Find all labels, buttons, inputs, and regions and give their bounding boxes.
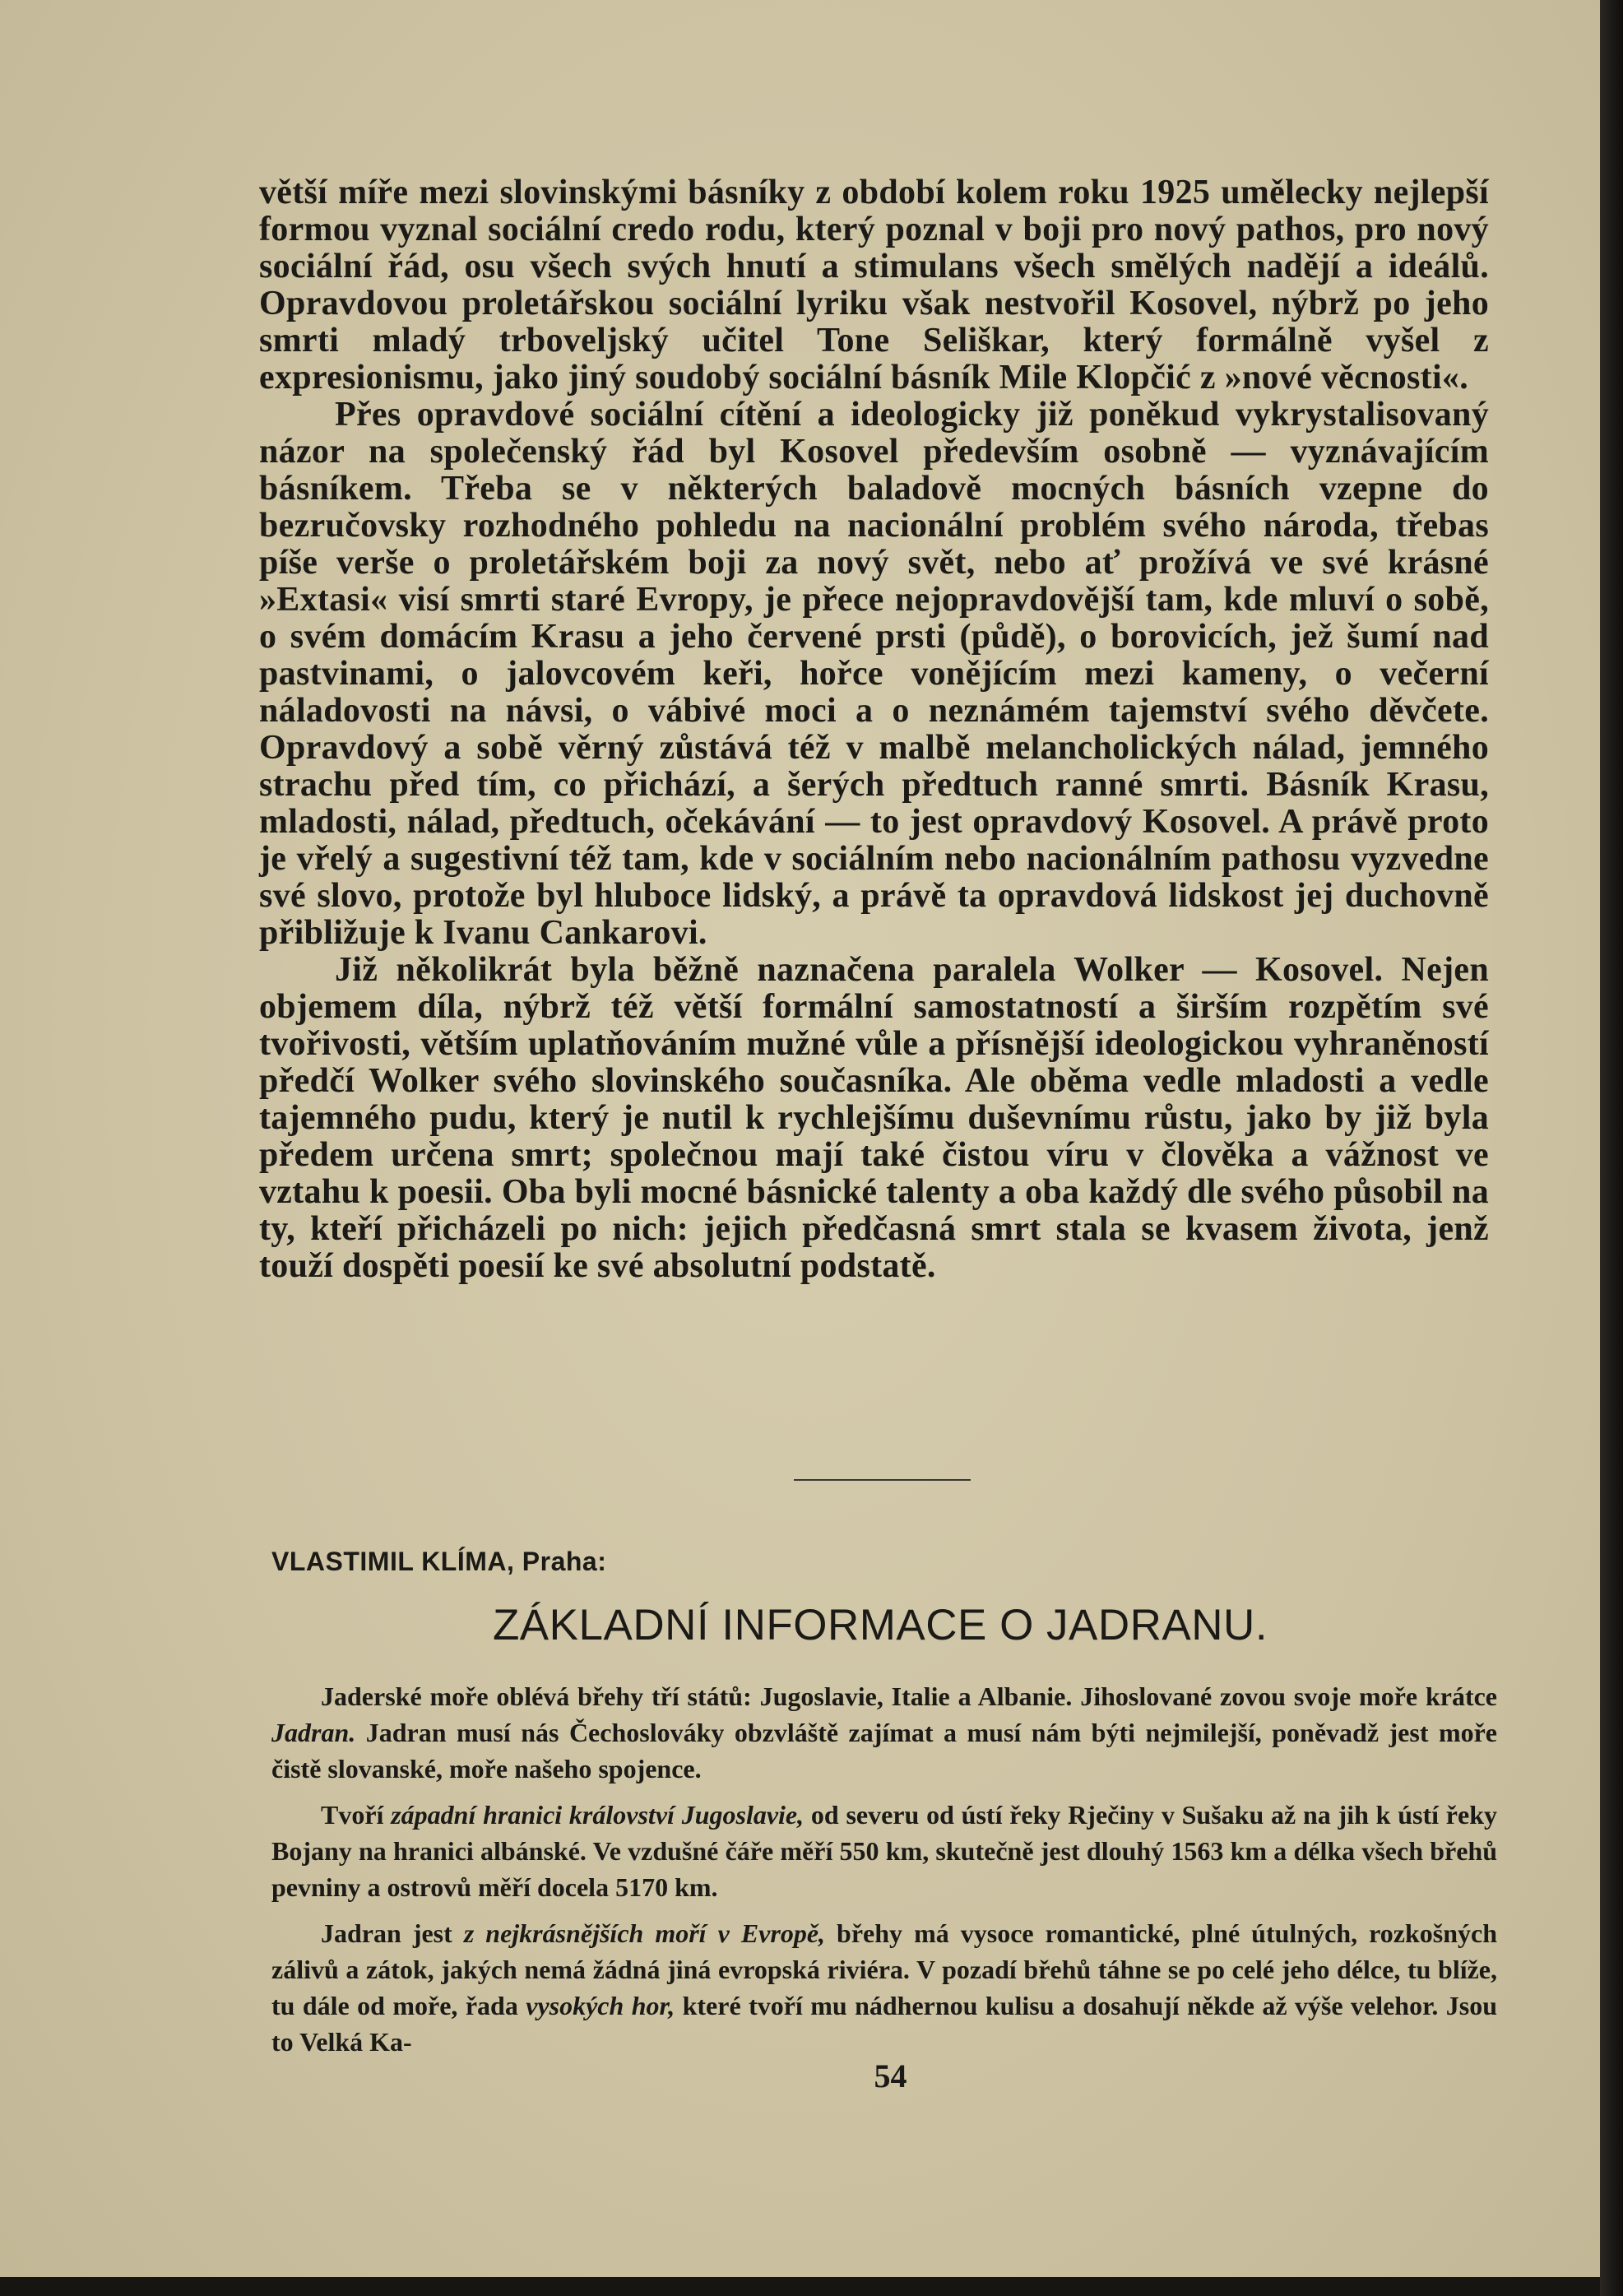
article-body (271, 1678, 1497, 2070)
book-edge (1600, 0, 1623, 2296)
text-run: které tvoří mu nádhernou kulisu a dosahují někde až výše velehor. Jsou to Velká Ka- (271, 1991, 1497, 2057)
essay-paragraph-2: Přes opravdové sociální cítění a ideologicky již poněkud vykrystalisovaný názor na společenský řád byl Kosovel především osobně — vyznávajícím básníkem. Třeba se v některých baladově mocných básních vzepne do bezručovsky rozhodného pohledu na nacionální problém svého národa, třebas píše verše o proletářském boji za nový svět, nebo ať prožívá ve své krásné »Extasi« visí smrti staré Evropy, je přece nejopravdovější tam, kde mluví o sobě, o svém domácím Krasu a jeho červené prsti (půdě), o borovicích, jež šumí nad pastvinami, o jalovcovém keři, hořce vonějícím mezi kameny, o večerní náladovosti na návsi, o vábivé moci a o neznámém tajemství svého děvčete. Opravdový a sobě věrný zůstává též v malbě melancholických nálad, jemného strachu před tím, co přichází, a šerých předtuch ranné smrti. Básník Krasu, mladosti, nálad, předtuch, očekávání — to jest opravdový Kosovel. A právě proto je vřelý a sugestivní též tam, kde v sociálním nebo nacionálním pathosu vyzvedne své slovo, protože byl hluboce lidský, a právě ta opravdová lidskost jej duchovně přibližuje k Ivanu Cankarovi. (259, 396, 1489, 952)
text-run: Tvoří (321, 1800, 392, 1830)
text-run: Jaderské moře oblévá břehy tří států: Jugoslavie, Italie a Albanie. Jihoslované zovou svoje moře krátce (321, 1681, 1497, 1711)
scan-border (0, 2277, 1600, 2296)
emphasis: vysokých hor, (526, 1991, 675, 2020)
emphasis: z nejkrásnějších moří v Evropě, (463, 1918, 826, 1948)
essay-paragraph-1: větší míře mezi slovinskými básníky z období kolem roku 1925 umělecky nejlepší formou vyznal sociální credo rodu, který poznal v boji pro nový pathos, pro nový sociální řád, osu všech svých hnutí a stimulans všech smělých nadějí a ideálů. Opravdovou proletářskou sociální lyriku však nestvořil Kosovel, nýbrž po jeho smrti mladý trboveljský učitel Tone Seliškar, který formálně vyšel z expresionismu, jako jiný soudobý sociální básník Mile Klopčić z »nové věcnosti«. (259, 174, 1489, 397)
article-paragraph-3 (271, 1915, 1497, 2060)
section-divider (794, 1479, 971, 1481)
article-paragraph-1 (271, 1678, 1497, 1787)
article-title: ZÁKLADNÍ INFORMACE O JADRANU. (492, 1601, 1268, 1649)
text-run: Jadran jest (321, 1918, 464, 1948)
emphasis: Jadran. (271, 1718, 356, 1747)
essay-paragraph-3: Již několikrát byla běžně naznačena paralela Wolker — Kosovel. Nejen objemem díla, nýbrž též větší formální samostatností a širším rozpětím své tvořivosti, větším uplatňováním mužné vůle a přísnější ideologickou vyhraněností předčí Wolker svého slovinského současníka. Ale oběma vedle mladosti a vedle tajemného pudu, který je nutil k rychlejšímu duševnímu růstu, jako by již byla předem určena smrt; společnou mají také čistou víru v člověka a vážnost ve vztahu k poesii. Oba byli mocné básnické talenty a oba každý dle svého působil na ty, kteří přicházeli po nich: jejich předčasná smrt stala se kvasem života, jenž touží dospěti poesií ke své absolutní podstatě. (259, 951, 1489, 1285)
page-number: 54 (874, 2057, 907, 2094)
text-run: od severu od ústí řeky Rječiny v Sušaku až na jih k ústí řeky Bojany na hranici albánské. Ve vzdušné čáře měří 550 km, skutečně jest dlouhý 1563 km a délka všech břehů pevniny a ostrovů měří docela 5170 km. (271, 1800, 1498, 1902)
article-author: VLASTIMIL KLÍMA, Praha: (271, 1547, 607, 1576)
text-run: Jadran musí nás Čechoslováky obzvláště zajímat a musí nám býti nejmilejší, poněvadž jest moře čistě slovanské, moře našeho spojence. (271, 1718, 1497, 1783)
emphasis: západní hranici království Jugoslavie, (391, 1800, 805, 1830)
text-run: břehy má vysoce romantické, plné útulných, rozkošných zálivů a zátok, jakých nemá žádná jiná evropská riviéra. V pozadí břehů táhne se po celé jeho délce, tu blíže, tu dále od moře, řada (271, 1918, 1498, 2020)
article-paragraph-2 (271, 1797, 1497, 1905)
essay-text (259, 174, 1489, 1285)
